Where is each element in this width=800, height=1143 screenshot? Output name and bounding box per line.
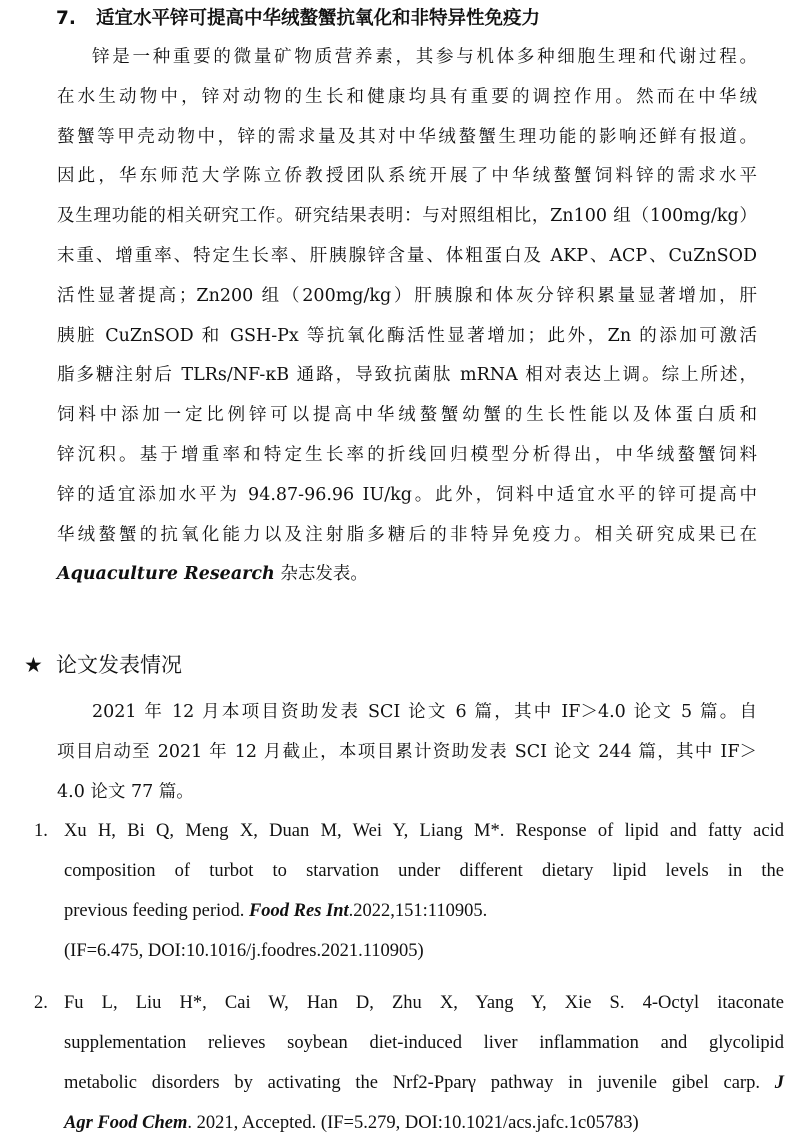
citation-line: composition of turbot to starvation under different dietary lipid levels in the xyxy=(64,861,784,881)
publications-summary xyxy=(57,693,757,812)
citation-line xyxy=(64,1103,784,1143)
journal-name-part: Agr Food Chem xyxy=(64,1113,188,1133)
section-7-body xyxy=(57,38,757,595)
body-line: 锌是一种重要的微量矿物质营养素，其参与机体多种细胞生理和代谢过程。 xyxy=(92,47,757,67)
citation-text: . 2021, Accepted. (IF=5.279, DOI:10.1021/acs.jafc.1c05783) xyxy=(187,1113,639,1133)
citation-line xyxy=(64,1063,784,1103)
body-line: 因此，华东师范大学陈立侨教授团队系统开展了中华绒螯蟹饲料锌的需求水平 xyxy=(57,166,757,187)
citation-line: supplementation relieves soybean diet-induced liver inflammation and glycolipid xyxy=(64,1033,784,1053)
summary-line: 项目启动至 2021 年 12 月截止，本项目累计资助发表 SCI 论文 244 篇，其中 IF＞ xyxy=(57,741,757,762)
publication-citation xyxy=(64,983,784,1143)
body-line: 活性显著提高；Zn200 组（200mg/kg）肝胰腺和体灰分锌积累量显著增加，肝 xyxy=(57,285,757,306)
body-line: 末重、增重率、特定生长率、肝胰腺锌含量、体粗蛋白及 AKP、ACP、CuZnSOD xyxy=(57,245,757,266)
journal-name: Food Res Int xyxy=(248,901,349,921)
citation-text: previous feeding period. xyxy=(64,901,249,921)
publication-citation xyxy=(64,811,784,971)
citation-line xyxy=(64,891,784,931)
star-icon: ★ xyxy=(24,653,43,677)
citation-line: Xu H, Bi Q, Meng X, Duan M, Wei Y, Liang M*. Response of lipid and fatty acid xyxy=(64,821,784,841)
body-line: 脂多糖注射后 TLRs/NF-κB 通路，导致抗菌肽 mRNA 相对表达上调。综上所述， xyxy=(57,365,757,386)
body-line: 锌沉积。基于增重率和特定生长率的折线回归模型分析得出，中华绒螯蟹饲料 xyxy=(57,444,757,465)
summary-line: 2021 年 12 月本项目资助发表 SCI 论文 6 篇，其中 IF＞4.0 论文 5 篇。自 xyxy=(92,702,757,722)
citation-text: .2022,151:110905. xyxy=(348,901,488,921)
section-7-heading xyxy=(56,6,540,32)
citation-text: metabolic disorders by activating the Nrf2-Pparγ pathway in juvenile gibel carp. xyxy=(64,1073,775,1093)
publications-heading xyxy=(24,650,182,680)
body-line: 及生理功能的相关研究工作。研究结果表明：与对照组相比，Zn100 组（100mg/kg） xyxy=(57,206,757,227)
journal-suffix: 杂志发表。 xyxy=(274,564,368,585)
body-line: 胰脏 CuZnSOD 和 GSH-Px 等抗氧化酶活性显著增加；此外，Zn 的添加可激活 xyxy=(57,325,757,346)
publications-title: 论文发表情况 xyxy=(56,653,182,677)
publication-number: 1. xyxy=(34,821,48,841)
citation-line: Fu L, Liu H*, Cai W, Han D, Zhu X, Yang Y, Xie S. 4-Octyl itaconate xyxy=(64,993,784,1013)
section-number: 7. xyxy=(56,8,76,29)
body-line: 螯蟹等甲壳动物中，锌的需求量及其对中华绒螯蟹生理功能的影响还鲜有报道。 xyxy=(57,126,757,147)
body-line: 锌的适宜添加水平为 94.87-96.96 IU/kg。此外，饲料中适宜水平的锌可提高中 xyxy=(57,484,757,505)
journal-name: Aquaculture Research xyxy=(57,564,275,585)
body-line-last xyxy=(57,555,757,595)
section-title: 适宜水平锌可提高中华绒螯蟹抗氧化和非特异性免疫力 xyxy=(96,8,541,29)
journal-name-part: J xyxy=(774,1073,784,1093)
body-line: 饲料中添加一定比例锌可以提高中华绒螯蟹幼蟹的生长性能以及体蛋白质和 xyxy=(57,405,757,426)
citation-line: (IF=6.475, DOI:10.1016/j.foodres.2021.110905) xyxy=(64,941,424,961)
publication-number: 2. xyxy=(34,993,48,1013)
body-line: 在水生动物中，锌对动物的生长和健康均具有重要的调控作用。然而在中华绒 xyxy=(57,86,757,107)
body-line: 华绒螯蟹的抗氧化能力以及注射脂多糖后的非特异免疫力。相关研究成果已在 xyxy=(57,524,757,545)
summary-line: 4.0 论文 77 篇。 xyxy=(57,781,194,802)
